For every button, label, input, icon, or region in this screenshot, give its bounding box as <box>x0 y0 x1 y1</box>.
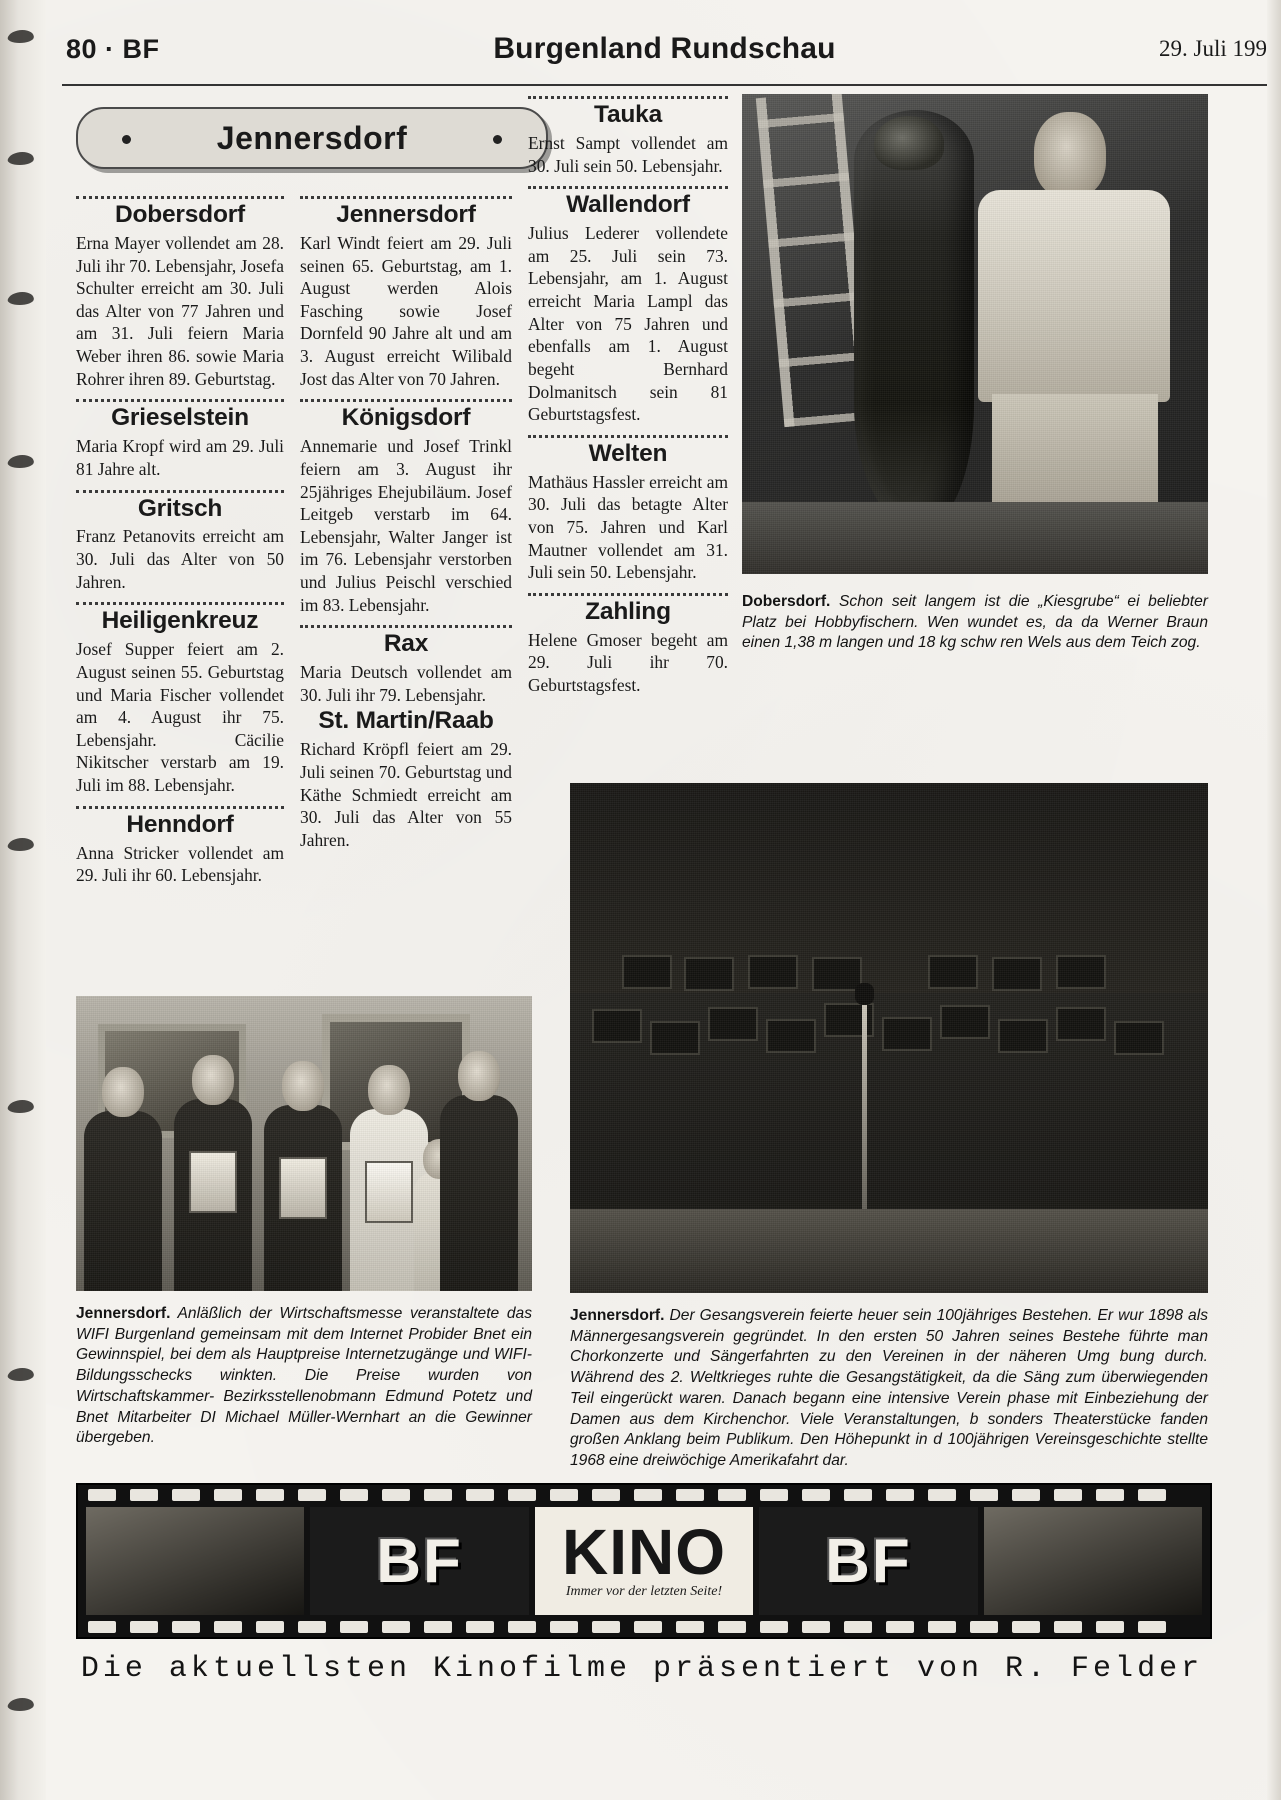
caption-lead-wifi: Jennersdorf. <box>76 1305 171 1322</box>
film-frame-bf-left: BF <box>310 1507 528 1615</box>
section-heading-henndorf: Henndorf <box>126 810 234 838</box>
caption-fisherman-with-catfish <box>742 592 1208 654</box>
section-body-henndorf: Anna Stricker vollendet am 29. Juli ihr 60. Lebensjahr. <box>76 842 284 886</box>
section-body-grieselstein: Maria Kropf wird am 29. Juli 81 Jahre alt. <box>76 436 284 479</box>
section-heading-heiligenkreuz: Heiligenkreuz <box>101 607 259 635</box>
section-body-jennersdorf: Karl Windt feiert am 29. Juli seinen 65. Geburtstag, am 1. August werden Alois Fasching sowie Josef Dornfeld 90 Jahre alt und am 3. August erreicht Wilibald Jost das Alter von 70 Jahren. <box>300 232 512 389</box>
caption-choir-performance <box>570 1306 1208 1472</box>
photo-grain <box>570 783 1208 1293</box>
section-heading-jennersdorf: Jennersdorf <box>336 201 476 228</box>
kino-subline: Immer vor der letzten Seite! <box>565 1584 723 1600</box>
section-body-wallendorf: Julius Lederer vollendete am 25. Juli sein 73. Lebensjahr, am 1. August erreicht Maria Lampl das Alter von 75 Jahren und ebenfalls am 1. August begeht Bernhard Dolmanitsch sein 81 Geburtstagsfest. <box>528 223 728 425</box>
photo-fisherman-with-catfish <box>742 94 1208 574</box>
section-body-dobersdorf: Erna Mayer vollendet am 28. Juli ihr 70. Lebensjahr, Josefa Schulter erreicht am 30. Juli das Alter von 77 Jahren und am 31. Juli feiern Maria Weber ihren 86. sowie Maria Rohrer ihren 89. Geburtstag. <box>76 232 284 389</box>
text-column-1 <box>76 196 284 889</box>
section-divider <box>76 806 284 809</box>
text-column-2 <box>300 196 512 854</box>
film-frame-photo-left <box>86 1507 304 1615</box>
section-body-rax: Maria Deutsch vollendet am 30. Juli ihr 79. Lebensjahr. <box>300 662 512 705</box>
caption-award-ceremony <box>76 1304 532 1449</box>
film-perforations-bottom <box>78 1617 1210 1637</box>
section-divider <box>300 196 512 199</box>
film-frames <box>86 1507 1202 1615</box>
section-heading-welten: Welten <box>588 439 668 467</box>
section-divider <box>528 186 728 189</box>
masthead <box>62 34 1267 78</box>
photo-grain <box>742 94 1208 574</box>
section-heading-st-martin-raab: St. Martin/Raab <box>318 707 494 735</box>
section-heading-koenigsdorf: Königsdorf <box>341 404 471 432</box>
bullet-dot-right-icon <box>493 135 502 144</box>
film-frame-photo-right <box>984 1507 1202 1615</box>
section-heading-dobersdorf: Dobersdorf <box>114 201 246 228</box>
section-body-heiligenkreuz: Josef Supper feiert am 2. August seinen 55. Geburtstag und Maria Fischer vollendet am 4. August ihr 75. Lebensjahr. Cäcilie Nikitscher verstarb am 19. Juli im 88. Lebensjahr. <box>76 639 284 795</box>
scan-left-edge <box>0 0 46 1800</box>
section-heading-wallendorf: Wallendorf <box>566 191 690 219</box>
photo-award-ceremony <box>76 996 532 1291</box>
photo-grain <box>76 996 532 1291</box>
kino-advertisement[interactable] <box>76 1483 1212 1639</box>
section-divider <box>76 196 284 199</box>
section-body-st-martin-raab: Richard Kröpfl feiert am 29. Juli seinen 70. Geburtstag und Käthe Schmiedt erreicht am 30. Juli das Alter von 55 Jahren. <box>300 739 512 850</box>
section-body-zahling: Helene Gmoser begeht am 29. Juli ihr 70. Geburtstagsfest. <box>528 629 728 695</box>
photo-choir-performance <box>570 783 1208 1293</box>
caption-lead-wels: Dobersdorf. <box>742 593 831 610</box>
section-divider <box>300 625 512 628</box>
section-heading-grieselstein: Grieselstein <box>111 404 249 432</box>
caption-text-choir: Der Gesangsverein feierte heuer sein 100jähriges Bestehen. Er wur 1898 als Männergesangsverein gegründet. In den ersten 50 Jahren seines Bestehe führte man Chorkonzerte und Sängerfahrten zu den Vereinen in der näheren Umg bung durch. Während des 2. Weltkrieges ruhte die Gesangstätigkeit, da die Säng zum überwiegenden Teil eingerückt waren. Danach begann eine intensive Verein phase mit Einbeziehung der Damen aus dem Kirchenchor. Viele Veranstaltungen, b sonders Theaterstücke fanden großen Anklang beim Publikum. Den Höhepunkt in d 100jährigen Vereinsgeschichte stellte 1968 eine dreiwöchige Amerikafahrt dar. <box>570 1307 1208 1470</box>
region-banner-label: Jennersdorf <box>216 119 408 156</box>
section-divider <box>76 490 284 493</box>
section-body-welten: Mathäus Hassler erreicht am 30. Juli das betagte Alter von 75. Jahren und Karl Mautner vollendet am 31. Juli sein 50. Lebensjahr. <box>528 471 728 583</box>
section-heading-rax: Rax <box>383 630 429 658</box>
film-perforations-top <box>78 1485 1210 1505</box>
section-body-gritsch: Franz Petanovits erreicht am 30. Juli das Alter von 50 Jahren. <box>76 526 284 592</box>
text-column-3 <box>528 96 728 699</box>
section-heading-tauka: Tauka <box>594 101 662 128</box>
issue-date: 29. Juli 199 <box>1159 36 1267 61</box>
caption-text-wifi: Anläßlich der Wirtschaftsmesse veranstaltete das WIFI Burgenland gemeinsam mit dem Internet Probider Bnet ein Gewinnspiel, bei dem als Hauptpreise Internetzugänge und WIFI-Bildungsschecks winkten. Die Preise wurden von Wirtschaftskammer- Bezirksstellenobmann Edmund Potetz und Bnet Mitarbeiter DI Michael Müller-Wernhart an die Gewinner übergeben. <box>76 1305 532 1447</box>
section-heading-zahling: Zahling <box>585 597 671 625</box>
masthead-rule <box>62 84 1267 86</box>
section-divider <box>528 96 728 99</box>
caption-lead-choir: Jennersdorf. <box>570 1307 665 1324</box>
section-divider <box>528 435 728 438</box>
section-divider <box>528 593 728 596</box>
caption-text-wels: Schon seit langem ist die „Kiesgrube“ ei beliebter Platz bei Hobbyfischern. Wen wundet es, da da Werner Braun einen 1,38 m langen und 18 kg schw ren Wels aus dem Teich zog. <box>742 593 1208 652</box>
section-divider <box>300 399 512 402</box>
film-frame-bf-right: BF <box>759 1507 977 1615</box>
kino-tagline: Die aktuellsten Kinofilme präsentiert von R. Felder <box>80 1652 1204 1686</box>
publication-title: Burgenland Rundschau <box>493 32 836 65</box>
section-divider <box>76 602 284 605</box>
section-body-koenigsdorf: Annemarie und Josef Trinkl feiern am 3. August ihr 25jähriges Ehejubiläum. Josef Leitgeb verstarb im 64. Lebensjahr, Walter Janger ist im 76. Lebensjahr verstorben und Julius Peischl verschied im 83. Lebensjahr. <box>300 436 512 615</box>
page-folio: 80 · BF <box>66 34 160 64</box>
section-body-tauka: Ernst Sampt vollendet am 30. Juli sein 50. Lebensjahr. <box>528 132 728 176</box>
scan-right-edge <box>1267 0 1281 1800</box>
film-frame-kino <box>535 1507 753 1615</box>
kino-wordmark: KINO <box>562 1515 727 1588</box>
region-banner <box>76 107 548 169</box>
section-heading-gritsch: Gritsch <box>137 494 223 522</box>
section-divider <box>76 399 284 402</box>
